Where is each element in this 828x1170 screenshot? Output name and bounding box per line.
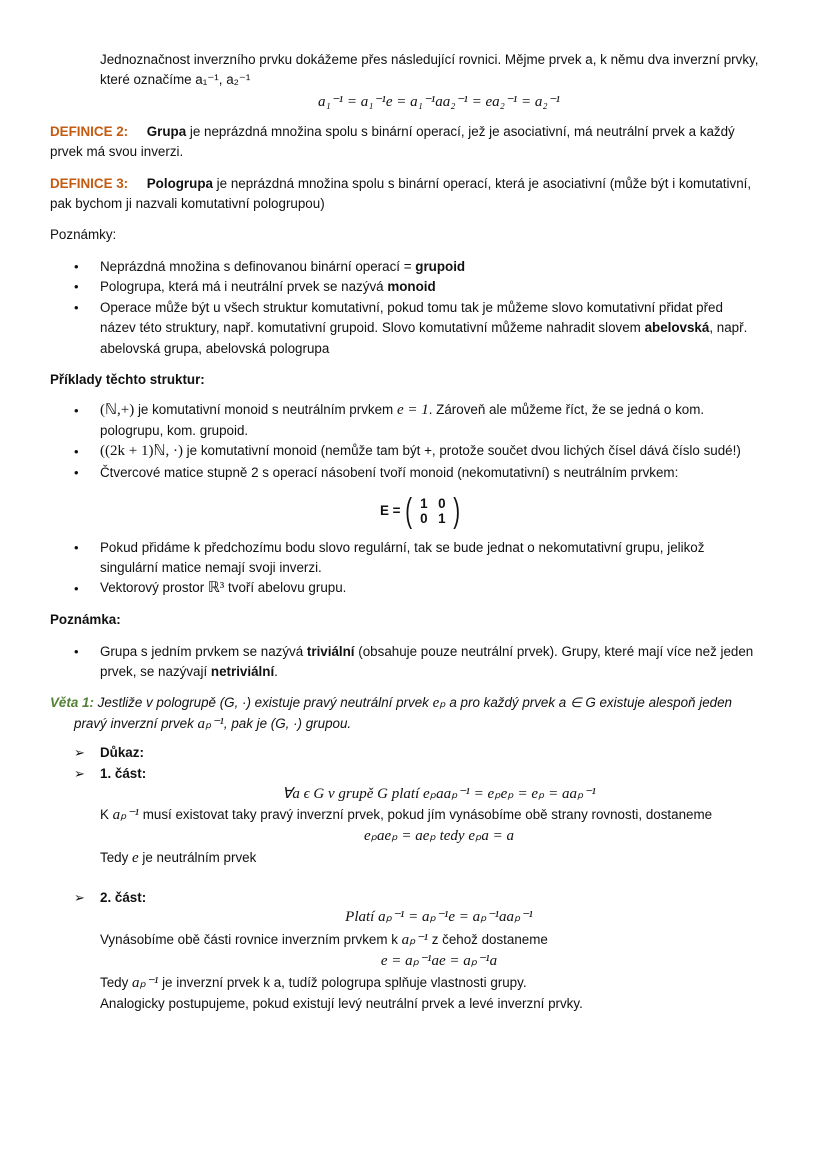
proof-part-1-equation-2: eₚaeₚ = aeₚ tedy eₚa = a [363, 828, 515, 844]
note-text: Grupa s jedním prvkem se nazývá [100, 644, 307, 659]
proof-text: K [100, 807, 113, 822]
notes-item-3-bold: abelovská [644, 320, 710, 335]
example-4-line-2: singulární matice nemají svoji inverzi. [100, 560, 322, 575]
matrix-cell: 1 [420, 496, 428, 511]
bullet-icon: • [74, 300, 79, 315]
note-heading: Poznámka: [50, 612, 121, 627]
arrow-bullet-icon: ➢ [74, 890, 85, 905]
intro-line-2: které označíme a₁⁻¹, a₂⁻¹ [100, 72, 251, 87]
definition-3-line-2: pak bychom ji nazvali komutativní pologrupou) [50, 196, 325, 211]
example-1-math-2: e = 1 [396, 402, 429, 418]
notes-item-3-text-end: , např. [709, 320, 748, 335]
right-paren-icon: ) [453, 492, 460, 530]
bullet-icon: • [74, 403, 79, 418]
proof-part-1-equation-1: ∀a ϵ G v grupě G platí eₚaaₚ⁻¹ = eₚeₚ = eₚ = aaₚ⁻¹ [282, 786, 596, 802]
proof-text-end: je neutrálním prvek [138, 850, 257, 865]
proof-text: Tedy [100, 975, 133, 990]
note-text-end: . [274, 664, 278, 679]
example-1-line-1 [100, 400, 780, 421]
proof-part-2-text-2 [100, 973, 780, 994]
example-5-text: Vektorový prostor [100, 580, 208, 595]
proof-math: aₚ⁻¹ [112, 807, 139, 823]
definition-3-label: DEFINICE 3: [50, 176, 129, 191]
theorem-label: Věta 1: [50, 695, 94, 710]
theorem-text: Jestliže v pologrupě (G, ·) existuje pravý neutrální prvek [93, 695, 433, 710]
example-5-text-end: tvoří abelovu grupu. [224, 580, 347, 595]
definition-2-term: Grupa [146, 124, 187, 139]
theorem-line-1 [50, 693, 780, 714]
theorem-math: aₚ⁻¹ [197, 716, 224, 732]
proof-part-2-heading: 2. část: [100, 890, 147, 905]
notes-item-2-text: Pologrupa, která má i neutrální prvek se nazývá [100, 279, 388, 294]
bullet-icon: • [74, 644, 79, 659]
matrix-cell: 1 [438, 511, 446, 526]
theorem-text: pravý inverzní prvek [74, 716, 198, 731]
theorem-text-end: , pak je (G, ·) grupou. [223, 716, 352, 731]
example-1-text: je komutativní monoid s neutrálním prvkem [134, 402, 397, 417]
example-2 [100, 441, 780, 462]
example-1-line-2: pologrupu, kom. grupoid. [100, 423, 249, 438]
example-5 [100, 578, 780, 599]
notes-item-3-line-2 [100, 318, 780, 339]
proof-heading: Důkaz: [100, 745, 144, 760]
example-3: Čtvercové matice stupně 2 s operací násobení tvoří monoid (nekomutativní) s neutrálním prvkem: [100, 465, 679, 480]
note-line-2 [100, 662, 780, 683]
definition-3-text: je neprázdná množina spolu s binární operací, která je asociativní (může být i komutativní, [212, 176, 752, 191]
proof-text-end: z čehož dostaneme [428, 932, 548, 947]
note-text: prvek, se nazývají [100, 664, 211, 679]
example-1-math: (ℕ,+) [100, 402, 135, 418]
example-5-math: ℝ³ [207, 580, 225, 596]
notes-item-3-line-3: abelovská grupa, abelovská pologrupa [100, 341, 330, 356]
example-4-line-1: Pokud přidáme k předchozímu bodu slovo regulární, tak se bude jednat o nekomutativní grupu, jelikož [100, 540, 705, 555]
matrix-cell: 0 [420, 511, 428, 526]
bullet-icon: • [74, 540, 79, 555]
identity-matrix [380, 494, 462, 528]
bullet-icon: • [74, 444, 79, 459]
definition-2 [50, 122, 780, 143]
definition-3 [50, 174, 780, 195]
proof-part-1-text-1 [100, 805, 780, 826]
theorem-line-2 [74, 714, 804, 735]
bullet-icon: • [74, 581, 79, 596]
proof-math: aₚ⁻¹ [132, 975, 159, 991]
notes-item-1 [100, 257, 780, 278]
matrix-cell: 0 [438, 496, 446, 511]
proof-part-2-equation-2: e = aₚ⁻¹ae = aₚ⁻¹a [380, 953, 498, 969]
proof-math: aₚ⁻¹ [401, 932, 428, 948]
note-line-1 [100, 642, 780, 663]
examples-heading: Příklady těchto struktur: [50, 372, 205, 387]
proof-text-end: je inverzní prvek k a, tudíž pologrupa splňuje vlastnosti grupy. [158, 975, 527, 990]
definition-2-label: DEFINICE 2: [50, 124, 129, 139]
bullet-icon: • [74, 279, 79, 294]
example-2-text: je komutativní monoid (nemůže tam být +, protože součet dvou lichých čísel dává číslo sudé!) [182, 443, 741, 458]
theorem-math: eₚ [432, 695, 446, 711]
definition-3-term: Pologrupa [146, 176, 213, 191]
proof-math: e [132, 850, 139, 866]
theorem-text-end: a pro každý prvek a ∈ G existuje alespoň jeden [445, 695, 732, 710]
proof-part-2-equation-1: Platí aₚ⁻¹ = aₚ⁻¹e = aₚ⁻¹aaₚ⁻¹ [345, 909, 533, 925]
notes-item-1-text: Neprázdná množina s definovanou binární operací = [100, 259, 416, 274]
proof-text-end: musí existovat taky pravý inverzní prvek, pokud jím vynásobíme obě strany rovnosti, dostaneme [139, 807, 713, 822]
proof-text: Vynásobíme obě části rovnice inverzním prvkem k [100, 932, 402, 947]
intro-line-1: Jednoznačnost inverzního prvku dokážeme přes následující rovnici. Mějme prvek a, k němu dva inverzní prvky, [100, 52, 759, 67]
definition-2-line-2: prvek má svou inverzi. [50, 144, 184, 159]
example-2-math: ((2k + 1)ℕ, ·) [100, 443, 183, 459]
bullet-icon: • [74, 465, 79, 480]
arrow-bullet-icon: ➢ [74, 766, 85, 781]
intro-equation: a₁⁻¹ = a₁⁻¹e = a₁⁻¹aa₂⁻¹ = ea₂⁻¹ = a₂⁻¹ [317, 94, 561, 110]
proof-part-2-text-1 [100, 930, 780, 951]
matrix-label: E = [380, 502, 401, 518]
proof-part-2-text-3: Analogicky postupujeme, pokud existují levý neutrální prvek a levé inverzní prvky. [100, 996, 583, 1011]
proof-text: Tedy [100, 850, 133, 865]
proof-part-1-heading: 1. část: [100, 766, 147, 781]
notes-item-1-bold: grupoid [415, 259, 466, 274]
left-paren-icon: ( [405, 492, 413, 530]
example-1-text-end: . Zároveň ale můžeme říct, že se jedná o kom. [428, 402, 705, 417]
notes-heading: Poznámky: [50, 227, 117, 242]
note-bold: netriviální [210, 664, 275, 679]
note-text-end: (obsahuje pouze neutrální prvek). Grupy, které mají více než jeden [354, 644, 754, 659]
proof-part-1-text-2 [100, 848, 780, 869]
notes-item-3-line-1: Operace může být u všech struktur komutativní, pokud tomu tak je můžeme slovo komutativní přidat před [100, 300, 723, 315]
notes-item-3-text: název této struktury, např. komutativní grupoid. Slovo komutativní můžeme nahradit slovem [100, 320, 645, 335]
arrow-bullet-icon: ➢ [74, 745, 85, 760]
bullet-icon: • [74, 259, 79, 274]
note-bold: triviální [306, 644, 355, 659]
notes-item-2-bold: monoid [387, 279, 436, 294]
notes-item-2 [100, 277, 780, 298]
definition-2-text: je neprázdná množina spolu s binární operací, jež je asociativní, má neutrální prvek a každý [186, 124, 735, 139]
